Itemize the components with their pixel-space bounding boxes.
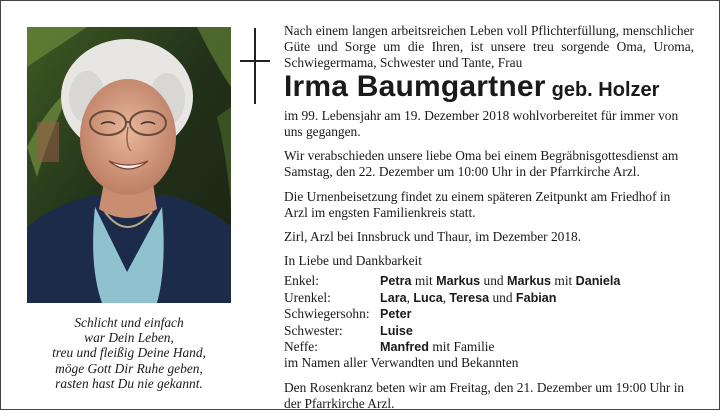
family-others: im Namen aller Verwandten und Bekannten (284, 355, 519, 371)
family-row-enkel: Enkel: Petra mit Markus und Markus mit Daniela (284, 273, 621, 289)
deceased-name (284, 69, 694, 103)
relation-label: Schwiegersohn: (284, 306, 370, 322)
poem-line: Schlicht und einfach (74, 315, 184, 330)
cross-icon (240, 28, 270, 104)
family-row-schwiegersohn: Schwiegersohn: Peter (284, 306, 412, 322)
relation-label: Enkel: (284, 273, 319, 289)
relation-label: Schwester: (284, 322, 343, 338)
relation-label: Neffe: (284, 339, 318, 355)
place-date: Zirl, Arzl bei Innsbruck und Thaur, im Dezember 2018. (284, 229, 582, 245)
poem-line: rasten hast Du nie gekannt. (55, 375, 203, 391)
rosary-notice: Den Rosenkranz beten wir am Freitag, den 21. Dezember um 19:00 Uhr in der Pfarrkirche Arzl. (284, 379, 685, 412)
funeral-service: Wir verabschieden unsere liebe Oma bei einem Begräbnisgottesdienst am Samstag, den 22. Dezember um 10:00 Uhr in der Pfarrkirche Arzl. (284, 148, 679, 180)
signoff: In Liebe und Dankbarkeit (284, 253, 422, 269)
family-row-schwester: Schwester: Luise (284, 322, 413, 338)
death-notice: im 99. Lebensjahr am 19. Dezember 2018 wohlvorbereitet für immer von uns gegangen. (284, 107, 679, 140)
intro-paragraph: Nach einem langen arbeitsreichen Leben voll Pflichterfüllung, menschlicher Güte und Sorge um die Ihren, ist unsere treu sorgende Oma, Uroma, Schwiegermama, Schwester und Tante, Frau (284, 23, 694, 71)
poem-line: treu und fleißig Deine Hand, (52, 345, 206, 361)
family-row-urenkel: Urenkel: Lara, Luca, Teresa und Fabian (284, 289, 557, 305)
name: Irma Baumgartner (284, 69, 546, 103)
family-row-neffe: Neffe: Manfred mit Familie (284, 339, 495, 355)
poem-line: war Dein Leben, (84, 330, 174, 346)
family-list (284, 273, 694, 371)
poem-line: möge Gott Dir Ruhe geben, (55, 360, 203, 376)
memorial-poem (27, 315, 231, 391)
relation-label: Urenkel: (284, 289, 331, 305)
maiden-name: geb. Holzer (551, 78, 660, 101)
obituary-text (284, 23, 694, 420)
portrait-photo (27, 27, 231, 303)
urn-burial: Die Urnenbeisetzung findet zu einem späteren Zeitpunkt am Friedhof in Arzl im engsten Familienkreis statt. (284, 188, 671, 220)
